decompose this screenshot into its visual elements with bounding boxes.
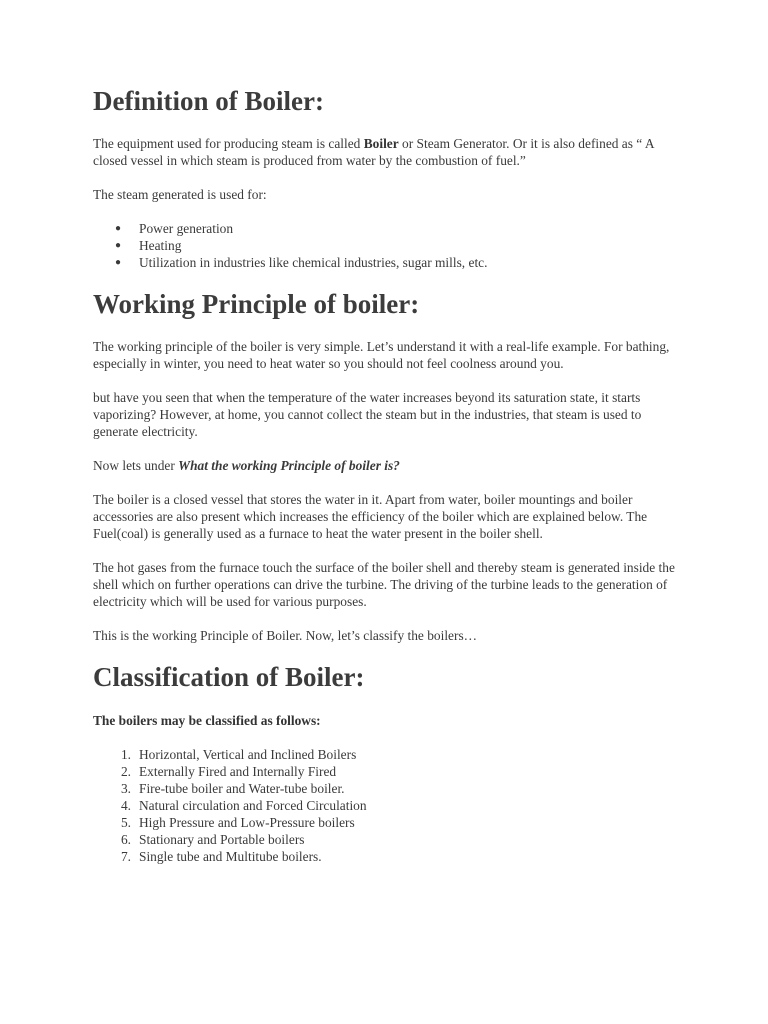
working-paragraph-3 — [93, 457, 683, 474]
boiler-term: Boiler — [363, 136, 399, 151]
list-item-text: Utilization in industries like chemical industries, sugar mills, etc. — [139, 255, 488, 270]
list-item — [93, 763, 683, 780]
list-item — [93, 220, 683, 237]
classification-list — [93, 746, 683, 865]
working-paragraph-5: The hot gases from the furnace touch the surface of the boiler shell and thereby steam is generated inside the shell which on further operations can drive the turbine. The driving of the turbine leads to the generation of electricity which will be used for various purposes. — [93, 560, 675, 609]
list-item — [93, 237, 683, 254]
bullet-icon: ● — [115, 257, 122, 268]
bullet-icon: ● — [115, 240, 122, 251]
list-item — [93, 797, 683, 814]
list-item-text: Externally Fired and Internally Fired — [139, 764, 337, 779]
document-body — [93, 85, 683, 865]
working-principle-heading: Working Principle of boiler: — [93, 289, 420, 319]
list-item — [93, 848, 683, 865]
list-item — [93, 746, 683, 763]
list-number: 2. — [120, 764, 131, 779]
definition-heading: Definition of Boiler: — [93, 86, 324, 116]
working-paragraph-4: The boiler is a closed vessel that stores the water in it. Apart from water, boiler mountings and boiler accessories are also present which increases the efficiency of the boiler which are explained below. The Fuel(coal) is generally used as a furnace to heat the water present in the boiler shell. — [93, 492, 648, 541]
list-number: 7. — [120, 849, 131, 864]
definition-paragraph — [93, 135, 683, 169]
list-item — [93, 831, 683, 848]
definition-text-a: The equipment used for producing steam is called — [93, 136, 364, 151]
classification-intro-bold: The boilers may be classified as follows: — [93, 713, 321, 728]
classification-intro — [93, 712, 683, 729]
list-item-text: Natural circulation and Forced Circulation — [139, 798, 367, 813]
list-number: 3. — [120, 781, 131, 796]
list-item-text: Heating — [139, 238, 182, 253]
list-item — [93, 780, 683, 797]
list-number: 1. — [120, 747, 131, 762]
list-item — [93, 254, 683, 271]
list-item-text: Horizontal, Vertical and Inclined Boilers — [139, 747, 357, 762]
list-number: 4. — [120, 798, 131, 813]
uses-list — [93, 220, 683, 271]
working-lead-text: Now lets under — [93, 458, 179, 473]
uses-intro: The steam generated is used for: — [93, 187, 267, 202]
classification-heading: Classification of Boiler: — [93, 662, 365, 692]
definition-text-b: or Steam Generator. Or it is also defined as “ A closed vessel in which steam is produced from water by the combustion of fuel.” — [93, 136, 654, 168]
working-emphasis: What the working Principle of boiler is? — [178, 458, 400, 473]
bullet-icon: ● — [115, 223, 122, 234]
list-item-text: Power generation — [139, 221, 234, 236]
working-paragraph-1: The working principle of the boiler is very simple. Let’s understand it with a real-life example. For bathing, especially in winter, you need to heat water so you should not feel coolness around you. — [93, 339, 670, 371]
list-number: 6. — [120, 832, 131, 847]
list-item — [93, 814, 683, 831]
list-number: 5. — [120, 815, 131, 830]
list-item-text: Stationary and Portable boilers — [139, 832, 305, 847]
list-item-text: Fire-tube boiler and Water-tube boiler. — [139, 781, 345, 796]
working-paragraph-2: but have you seen that when the temperature of the water increases beyond its saturation state, it starts vaporizing? However, at home, you cannot collect the steam but in the industries, that steam is used to generate electricity. — [93, 390, 642, 439]
list-item-text: High Pressure and Low-Pressure boilers — [139, 815, 355, 830]
list-item-text: Single tube and Multitube boilers. — [139, 849, 322, 864]
working-paragraph-6: This is the working Principle of Boiler. Now, let’s classify the boilers… — [93, 628, 478, 643]
